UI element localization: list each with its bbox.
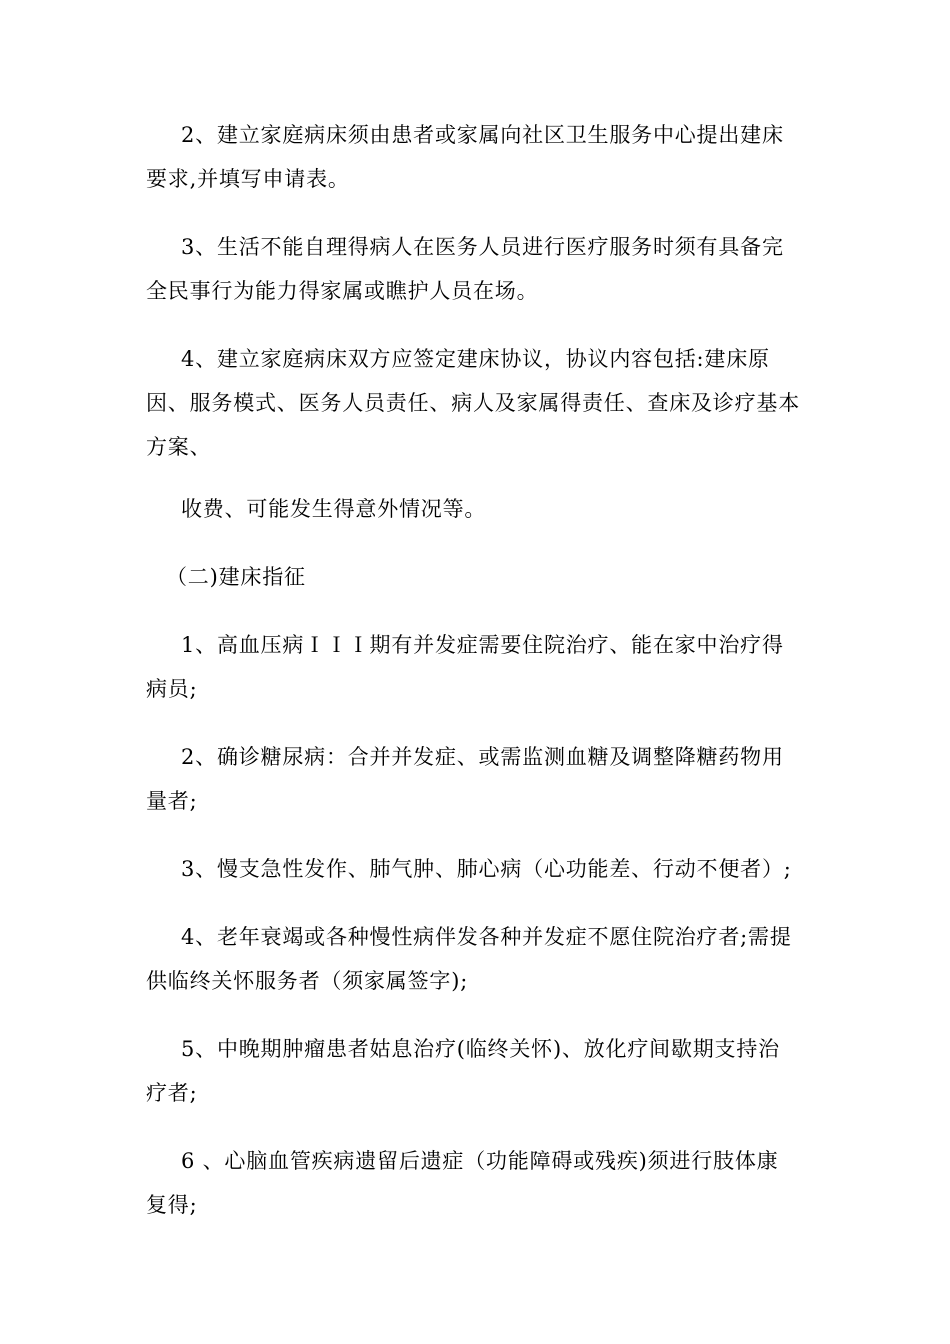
paragraph-10: 6 、心脑血管疾病遗留后遗症（功能障碍或残疾)须进行肢体康复得; (146, 1149, 779, 1217)
paragraph-6: 2、确诊糖尿病：合并并发症、或需监测血糖及调整降糖药物用量者; (146, 745, 784, 813)
paragraph-1: 2、建立家庭病床须由患者或家属向社区卫生服务中心提出建床要求,并填写申请表。 (146, 123, 784, 191)
paragraph-9: 5、中晚期肿瘤患者姑息治疗(临终关怀)、放化疗间歇期支持治疗者; (146, 1037, 780, 1105)
paragraph-2: 3、生活不能自理得病人在医务人员进行医疗服务时须有具备完全民事行为能力得家属或瞧护人员在场。 (146, 235, 784, 303)
paragraph-8: 4、老年衰竭或各种慢性病伴发各种并发症不愿住院治疗者;需提供临终关怀服务者（须家属签字); (146, 925, 792, 993)
paragraph-7: 3、慢支急性发作、肺气肿、肺心病（心功能差、行动不便者）; (181, 857, 792, 881)
section-heading: （二)建床指征 (166, 565, 306, 589)
paragraph-3: 4、建立家庭病床双方应签定建床协议，协议内容包括:建床原因、服务模式、医务人员责任、病人及家属得责任、查床及诊疗基本方案、 (146, 347, 800, 459)
paragraph-4: 收费、可能发生得意外情况等。 (181, 497, 487, 521)
paragraph-5: 1、高血压病ＩＩＩ期有并发症需要住院治疗、能在家中治疗得病员; (146, 633, 784, 701)
